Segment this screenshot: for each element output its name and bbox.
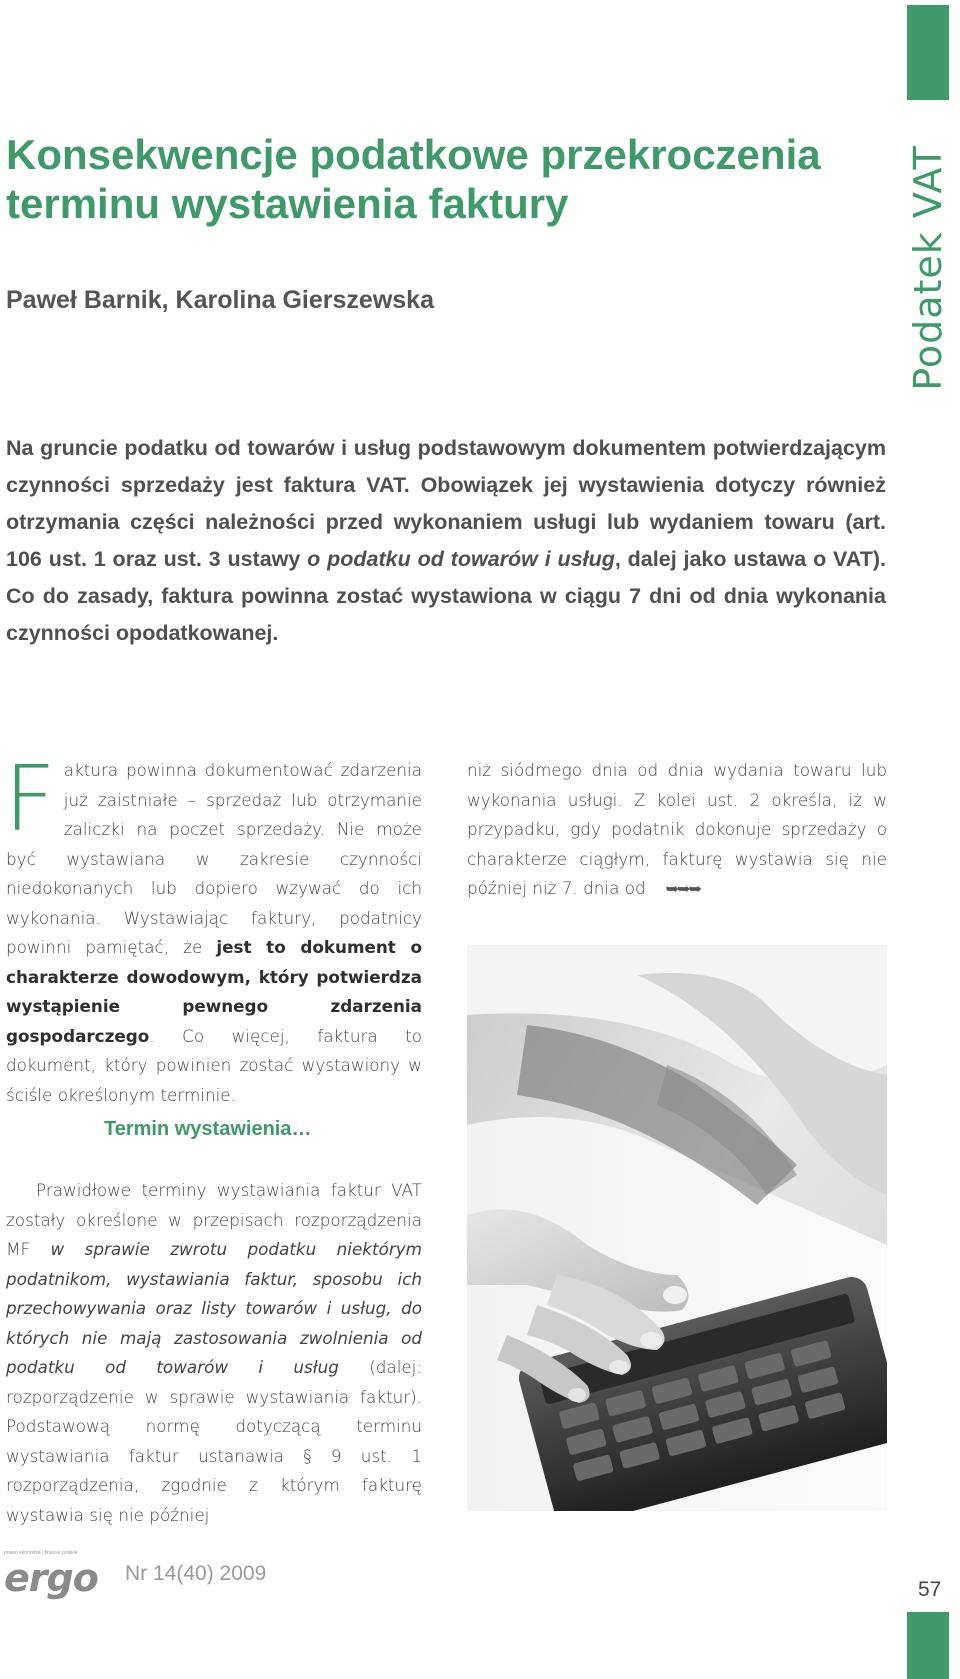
accent-bar-top [907, 5, 949, 100]
section-label: Podatek VAT [906, 145, 950, 391]
lead-paragraph [6, 430, 886, 652]
section-subheading: Termin wystawienia… [104, 1118, 312, 1140]
article-authors: Paweł Barnik, Karolina Gierszewska [6, 286, 434, 314]
column-left-top [4, 747, 422, 1110]
article-title: Konsekwencje podatkowe przekroczenia terminu wystawienia faktury [6, 131, 821, 227]
lead-text-1: Na gruncie podatku od towarów i usług podstawowym dokumentem potwierdzającym czynności sprzedaży jest faktura VAT. Obowiązek jej wystawienia dotyczy również otrzymania części należności przed wykonaniem usługi lub wydaniem towaru (art. 106 ust. 1 oraz ust. 3 ustawy [6, 436, 886, 571]
col1-text-1: aktura powinna dokumentować zdarzenia już zaistniałe – sprzedaż lub otrzymanie zaliczki na poczet sprzedaży. Nie może być wystawiana w zakresie czynności niedokonanych lub dopiero wzywać do ich wykonania. Wystawiając faktury, podatnicy powinni pamiętać, że [6, 760, 422, 957]
ergo-logo [4, 1556, 98, 1600]
col1-text-2: . Co więcej, faktura to dokument, który powinien zostać wystawiony w ściśle określonym terminie. [6, 1025, 422, 1105]
col2-text-2: (dalej: rozporządzenie w sprawie wystawiania faktur). Podstawową normę dotyczącą terminu wystawiania faktur ustanawia § 9 ust. 1 rozporządzenia, zgodnie z którym fakturę wystawia się nie później [6, 1357, 422, 1525]
col2-italic: w sprawie zwrotu podatku niektórym podatnikom, wystawiania faktur, sposobu ich przechowywania oraz listy towarów i usług, do których nie mają zastosowania zwolnienia od podatku od towarów i usług [6, 1239, 423, 1377]
lead-italic: o podatku od towarów i usług [307, 547, 615, 571]
lead-text-2: , dalej jako ustawa o VAT). Co do zasady, faktura powinna zostać wystawiona w ciągu 7 dni od dnia wykonania czynności opodatkowanej. [6, 547, 886, 645]
photo-illustration [467, 945, 887, 1511]
col2-text-1: Prawidłowe terminy wystawiania faktur VAT zostały określone w przepisach rozporządzenia MF [6, 1180, 422, 1259]
accent-bar-bottom [907, 1612, 949, 1679]
page-number: 57 [918, 1578, 942, 1601]
logo-text: ergo [4, 1556, 98, 1600]
column-left-bottom [6, 1176, 422, 1530]
col1-bold: jest to dokument o charakterze dowodowym, który potwierdza wystąpienie pewnego zdarzenia gospodarczego [6, 937, 422, 1046]
logo-tagline: prawo ekonomia i finanse polskie [4, 1550, 78, 1556]
issue-number: Nr 14(40) 2009 [125, 1562, 267, 1585]
calculator-hands-photo [467, 945, 887, 1511]
column-right [467, 756, 887, 904]
col3-text: niż siódmego dnia od dnia wydania towaru lub wykonania usługi. Z kolei ust. 2 określa, iż w przypadku, gdy podatnik dokonuje sprzedaży o charakterze ciągłym, fakturę wystawia się nie później niż 7. dnia od [467, 760, 887, 898]
continue-arrows-icon: ➥➥➥ [665, 879, 700, 898]
drop-cap: F [4, 747, 56, 852]
